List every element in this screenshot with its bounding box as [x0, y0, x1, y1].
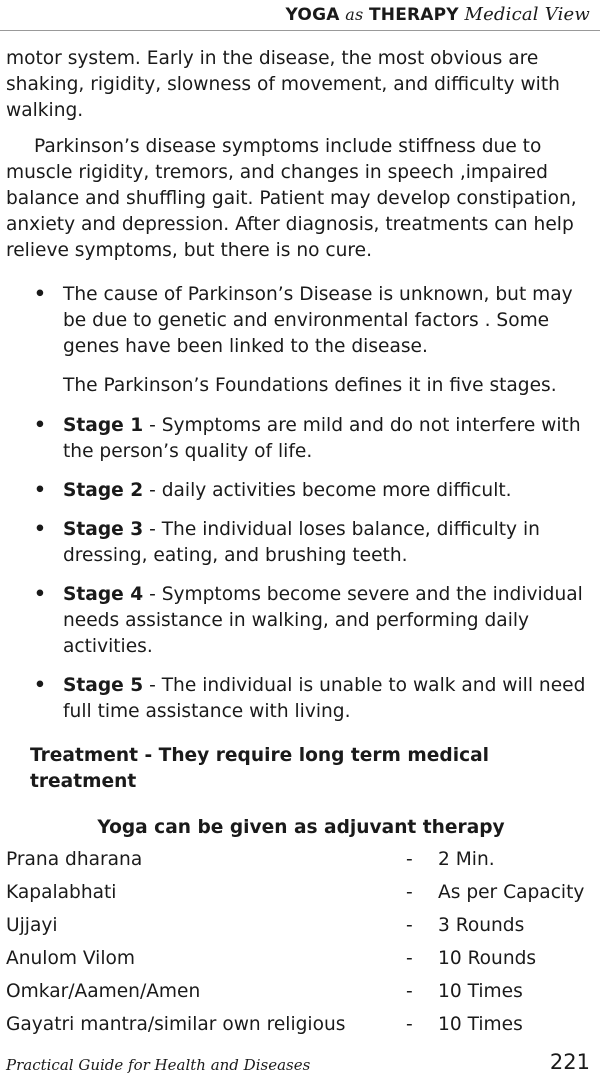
stage-label: Stage 2: [63, 480, 144, 501]
paragraph-motor-system: motor system. Early in the disease, the most obvious are shaking, rigidity, slowness of movement, and difficulty with walking.: [6, 48, 560, 121]
stages-intro: The Parkinson’s Foundations defines it in five stages.: [63, 375, 557, 396]
yoga-dash: -: [406, 882, 413, 903]
stage-items: [6, 413, 596, 725]
yoga-amount: 10 Times: [438, 1014, 523, 1035]
list-item-stage-2: [6, 478, 596, 504]
list-item-cause: [6, 282, 596, 360]
stage-text: - Symptoms become severe and the individual needs assistance in walking, and performing daily activities.: [63, 584, 583, 657]
bullet-icon: •: [34, 284, 46, 305]
bullet-icon: •: [34, 584, 46, 605]
table-row: [6, 979, 584, 1012]
yoga-name: Omkar/Aamen/Amen: [6, 981, 201, 1002]
header-therapy: THERAPY: [368, 5, 459, 25]
list-item-stage-3: [6, 517, 596, 569]
running-header: [286, 4, 590, 25]
stage-label: Stage 1: [63, 415, 144, 436]
footer-book-title: Practical Guide for Health and Diseases: [6, 1056, 311, 1074]
list-item-stage-4: [6, 582, 596, 660]
yoga-amount: 10 Times: [438, 981, 523, 1002]
treatment-heading: Treatment - They require long term medical treatment: [30, 745, 490, 792]
stage-text: - Symptoms are mild and do not interfere with the person’s quality of life.: [63, 415, 581, 462]
yoga-dash: -: [406, 849, 413, 870]
bullet-icon: •: [34, 519, 46, 540]
yoga-amount: 2 Min.: [438, 849, 495, 870]
bullet-text: The cause of Parkinson’s Disease is unknown, but may be due to genetic and environmental factors . Some genes have been linked to the disease.: [63, 284, 573, 357]
yoga-name: Kapalabhati: [6, 882, 117, 903]
yoga-amount: As per Capacity: [438, 882, 585, 903]
page-number: 221: [549, 1050, 590, 1074]
bullet-icon: •: [34, 480, 46, 501]
table-row: [6, 913, 584, 946]
yoga-dash: -: [406, 1014, 413, 1035]
yoga-dash: -: [406, 915, 413, 936]
list-item-stage-5: [6, 673, 596, 725]
bullet-icon: •: [34, 415, 46, 436]
header-medical-view: Medical View: [464, 4, 590, 25]
yoga-name: Ujjayi: [6, 915, 58, 936]
yoga-dash: -: [406, 948, 413, 969]
header-as: as: [345, 5, 364, 24]
yoga-name: Gayatri mantra/similar own religious: [6, 1014, 346, 1035]
paragraph-symptoms: Parkinson’s disease symptoms include stiffness due to muscle rigidity, tremors, and changes in speech ,impaired balance and shuffling gait. Patient may develop constipation, anxiety and depression. After diagnosis, treatments can help relieve symptoms, but there is no cure.: [6, 136, 577, 261]
stage-label: Stage 5: [63, 675, 144, 696]
list-item-stage-1: [6, 413, 596, 465]
header-rule: [0, 30, 600, 31]
stage-label: Stage 3: [63, 519, 144, 540]
yoga-amount: 3 Rounds: [438, 915, 525, 936]
table-row: [6, 880, 584, 913]
page-content: [6, 46, 596, 1045]
table-row: [6, 847, 584, 880]
stage-text: - daily activities become more difficult.: [143, 480, 512, 501]
yoga-name: Prana dharana: [6, 849, 143, 870]
yoga-amount: 10 Rounds: [438, 948, 537, 969]
bullet-icon: •: [34, 675, 46, 696]
yoga-dash: -: [406, 981, 413, 1002]
stage-text: - The individual is unable to walk and will need full time assistance with living.: [63, 675, 586, 722]
stages-list: [6, 282, 596, 360]
header-yoga: YOGA: [285, 5, 340, 25]
table-row: [6, 1012, 584, 1045]
yoga-heading: Yoga can be given as adjuvant therapy: [97, 817, 505, 838]
stage-text: - The individual loses balance, difficulty in dressing, eating, and brushing teeth.: [63, 519, 540, 566]
table-row: [6, 946, 584, 979]
stage-label: Stage 4: [63, 584, 144, 605]
yoga-table: [6, 847, 584, 1045]
yoga-name: Anulom Vilom: [6, 948, 135, 969]
